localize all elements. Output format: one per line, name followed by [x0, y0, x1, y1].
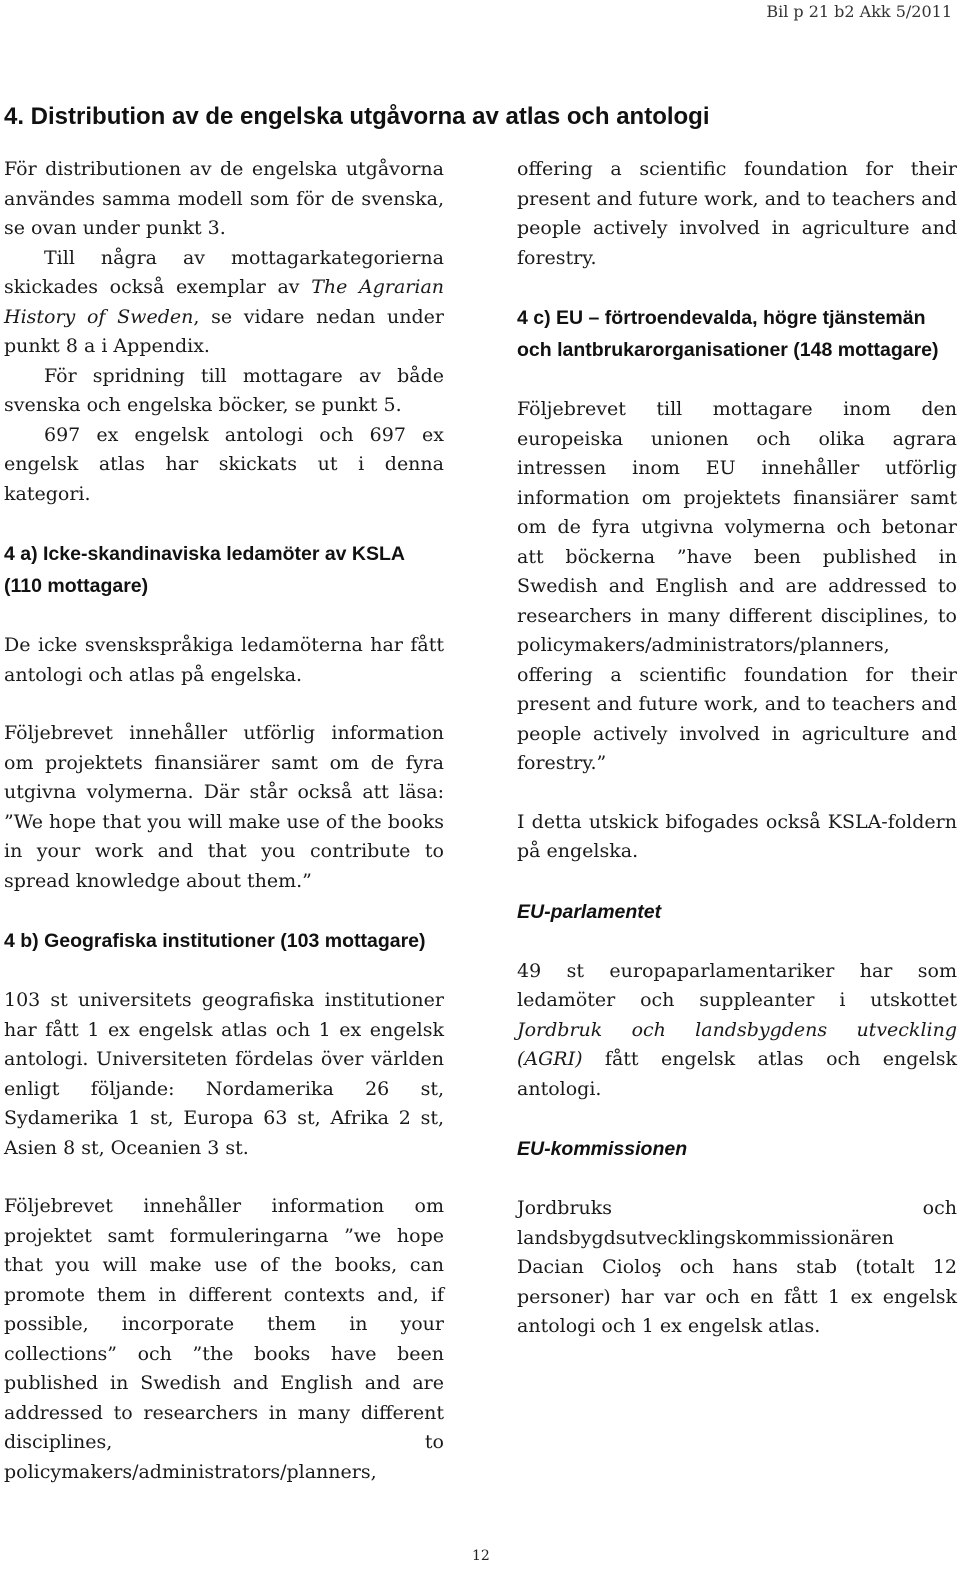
heading-4a: 4 a) Icke-skandinaviska ledamöter av KSLA (110 mottagare)	[4, 543, 405, 597]
ep-text-a: 49 st europaparlamentariker har som ledamöter och suppleanter i utskottet	[517, 959, 957, 1011]
heading-4b: 4 b) Geografiska institutioner (103 mottagare)	[4, 930, 426, 952]
paragraph-4a-1: De icke svenskspråkiga ledamöterna har fått antologi och atlas på engelska.	[4, 634, 444, 686]
intro-paragraph-4: 697 ex engelsk antologi och 697 ex engelsk atlas har skickats ut i denna kategori.	[4, 423, 444, 505]
book-title-italic: The Agrarian History of Sweden	[4, 276, 445, 328]
committee-name-italic: Jordbruk och landsbygdens utveckling (AGRI)	[517, 1018, 957, 1070]
paragraph-4c-1: Följebrevet till mottagare inom den europeiska unionen och olika agrara intressen inom EU innehåller utförlig information om projektets finansiärer samt om de fyra utgivna volymerna och betonar att böckerna ”have been published in Swedish and English and are addressed to researchers in many different disciplines, to policymakers/administrators/planners, offering a scientific foundation for their present and future work, and to teachers and people actively involved in agriculture and forestry.”	[517, 398, 957, 774]
intro2-text-a: Till några av mottagarkategorierna skickades också exemplar av	[4, 246, 444, 298]
left-column	[4, 155, 444, 1487]
heading-eu-parliament: EU-parlamentet	[517, 900, 662, 923]
intro-paragraph-2	[4, 244, 444, 362]
intro-paragraph-3: För spridning till mottagare av både svenska och engelska böcker, se punkt 5.	[4, 364, 444, 416]
paragraph-eu-parliament	[517, 957, 957, 1105]
paragraph-4b-2: Följebrevet innehåller information om projektet samt formuleringarna ”we hope that you will make use of the books, can promote them in different contexts and, if possible, incorporate them in your collections” och ”the books have been published in Swedish and English and are addressed to researchers in many different disciplines, to policymakers/administrators/planners,	[4, 1195, 444, 1483]
page-number: 12	[472, 1548, 490, 1564]
continuation-paragraph: offering a scientific foundation for their present and future work, and to teachers and people actively involved in agriculture and forestry.	[517, 158, 957, 269]
intro-paragraph-1: För distributionen av de engelska utgåvorna användes samma modell som för de svenska, se ovan under punkt 3.	[4, 158, 444, 239]
paragraph-4a-2: Följebrevet innehåller utförlig information om projektets finansiärer samt om de fyra utgivna volymerna. Där står också att läsa: ”We hope that you will make use of the books in your work and that you contribute to spread knowledge about them.”	[4, 722, 444, 892]
heading-eu-commission: EU-kommissionen	[517, 1138, 688, 1160]
intro2-text-b: , se vidare nedan under punkt 8 a i Appendix.	[4, 305, 444, 357]
ep-text-b: fått engelsk atlas och engelsk antologi.	[517, 1048, 957, 1100]
section-title: 4. Distribution av de engelska utgåvorna av atlas och antologi	[4, 103, 710, 130]
running-header: Bil p 21 b2 Akk 5/2011	[766, 2, 952, 21]
paragraph-eu-commission: Jordbruks och landsbygdsutvecklingskommissionären Dacian Cioloş och hans stab (totalt 12 personer) har var och en fått 1 ex engelsk antologi och 1 ex engelsk atlas.	[517, 1197, 957, 1337]
paragraph-4b-1: 103 st universitets geografiska institutioner har fått 1 ex engelsk atlas och 1 ex engelsk antologi. Universiteten fördelas över världen enligt följande: Nordamerika 26 st, Sydamerika 1 st, Europa 63 st, Afrika 2 st, Asien 8 st, Oceanien 3 st.	[4, 989, 444, 1159]
paragraph-4c-2: I detta utskick bifogades också KSLA-foldern på engelska.	[517, 810, 957, 862]
heading-4c: 4 c) EU – förtroendevalda, högre tjänstemän och lantbrukarorganisationer (148 mottagare)	[517, 307, 939, 361]
right-column	[517, 155, 957, 1342]
